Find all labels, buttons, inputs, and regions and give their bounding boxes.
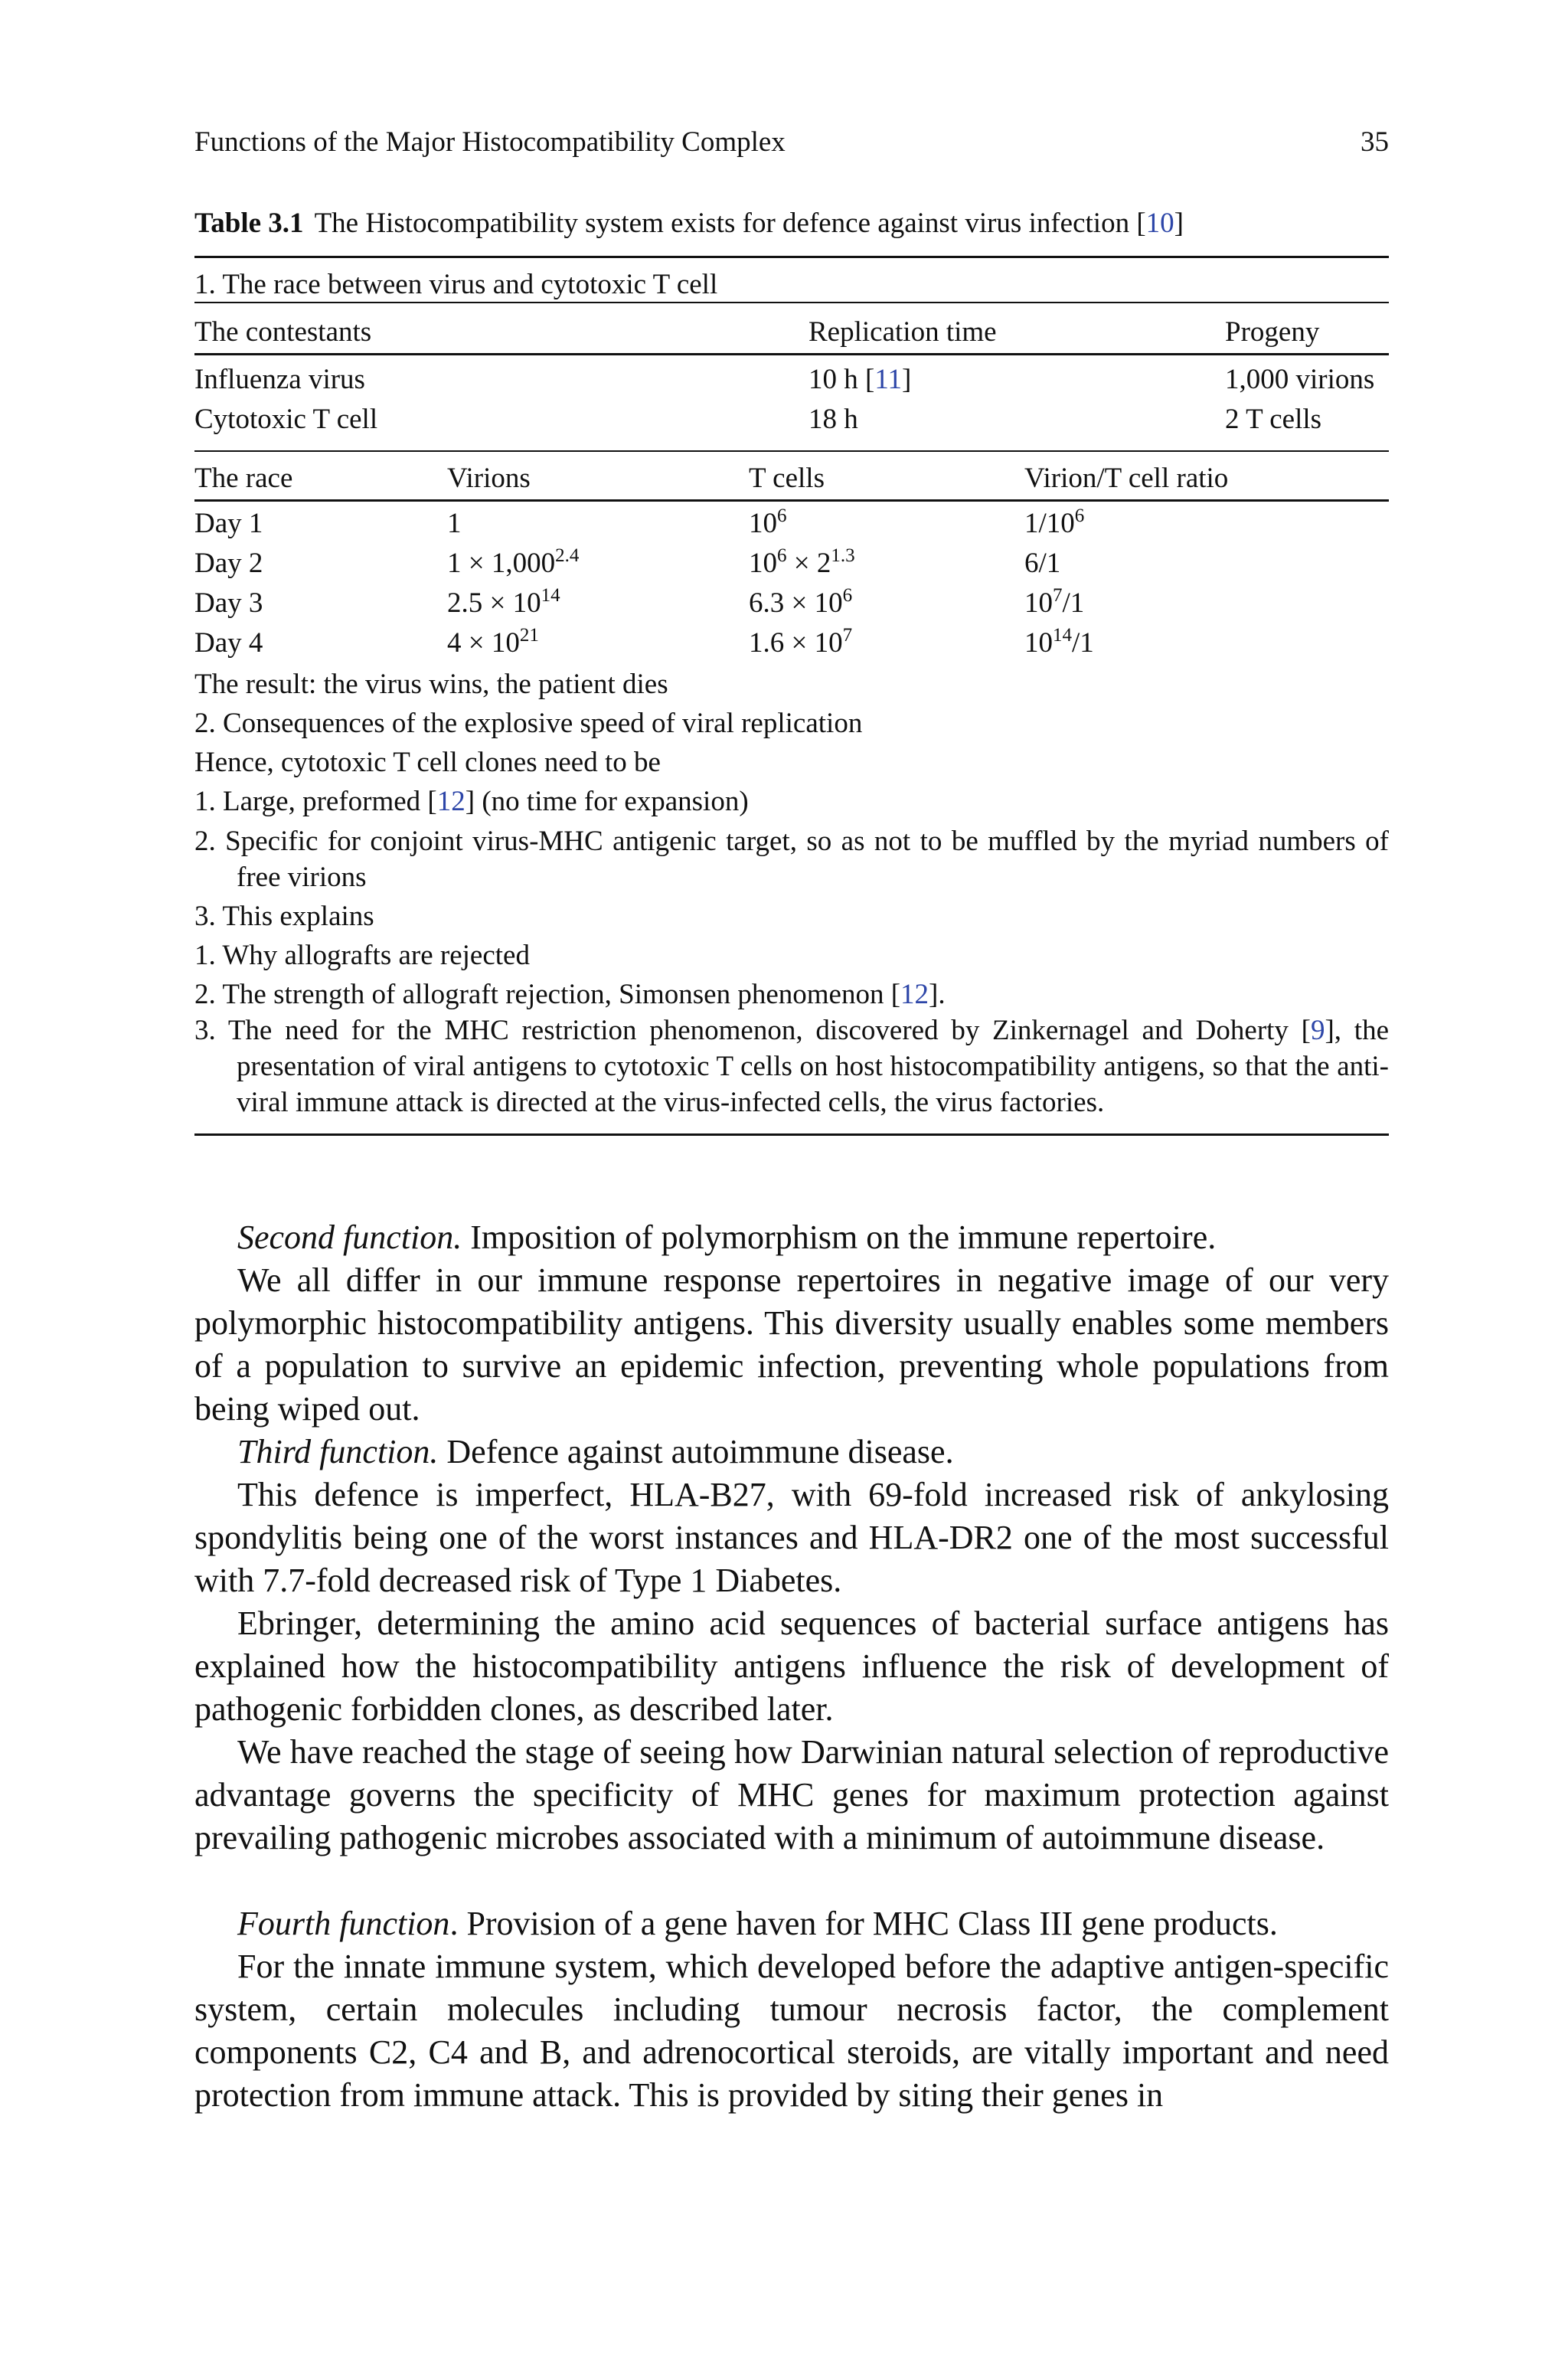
- tcells-value: [749, 626, 852, 659]
- citation-link[interactable]: 12: [900, 979, 929, 1010]
- ratio-end: /1: [1062, 587, 1085, 619]
- body-paragraph: We have reached the stage of seeing how Darwinian natural selection of reproductive advantage governs the specificity of MHC genes for maximum protection against prevailing pathogenic microbes associated with a minimum of autoimmune disease.: [194, 1733, 1389, 1856]
- function-heading: Third function.: [237, 1433, 439, 1470]
- table-caption-text: The Histocompatibility system exists for defence against virus infection [: [314, 208, 1146, 239]
- explain-3-end: ], the presentation of viral antigens to cytotoxic T cells on host histocompatibility antigens, so that the anti-viral immune attack is directed at the virus-infected cells, the virus factories.: [237, 1015, 1389, 1118]
- table-row: [194, 547, 1389, 587]
- col-header-race: The race: [194, 463, 293, 494]
- race-day: Day 4: [194, 627, 263, 659]
- body-paragraph: For the innate immune system, which developed before the adaptive antigen-specific system, certain molecules including tumour necrosis factor, the complement components C2, C4 and B, and adrenocortical steroids, are vitally important and need protection from immune attack. This is provided by siting their genes in: [194, 1948, 1389, 2114]
- rule-contestants: [194, 302, 1389, 303]
- clone-1-end: ] (no time for expansion): [465, 786, 749, 817]
- replication-time: 18 h: [808, 404, 858, 435]
- tcells-mid: × 2: [786, 548, 831, 579]
- tcells-value: [749, 547, 855, 580]
- citation-link[interactable]: 12: [436, 786, 466, 817]
- col-header-tcells: T cells: [749, 463, 825, 494]
- col-header-progeny: Progeny: [1225, 316, 1320, 348]
- hence-note: Hence, cytotoxic T cell clones need to be: [194, 747, 661, 778]
- ratio-exponent: 14: [1053, 625, 1072, 646]
- ratio-exponent: 6: [1074, 505, 1085, 526]
- section3-title: 3. This explains: [194, 901, 374, 932]
- rule-race-header: [194, 499, 1389, 502]
- function-description: . Provision of a gene haven for MHC Class III gene products.: [449, 1905, 1278, 1942]
- virions-base: 1: [447, 508, 462, 539]
- result-note: The result: the virus wins, the patient dies: [194, 669, 668, 700]
- citation-link[interactable]: 9: [1310, 1015, 1325, 1046]
- function-description: Imposition of polymorphism on the immune repertoire.: [462, 1218, 1217, 1256]
- rule-race: [194, 450, 1389, 452]
- replication-bracket: ]: [901, 364, 912, 395]
- virions-exponent: 14: [541, 585, 560, 606]
- table-row: [194, 363, 1389, 403]
- race-header-row: [194, 462, 1389, 502]
- race-day: Day 3: [194, 587, 263, 619]
- virions-value: [447, 587, 560, 620]
- rule-contestants-header: [194, 353, 1389, 355]
- explain-2-end: ].: [929, 979, 946, 1010]
- virions-base: 1 × 1,000: [447, 548, 556, 579]
- clone-item-1: [194, 783, 1389, 819]
- contestants-header-row: [194, 316, 1389, 355]
- citation-link[interactable]: 10: [1145, 208, 1174, 239]
- running-head: [194, 126, 1389, 159]
- ratio-base: 10: [1024, 627, 1053, 659]
- section2-title: 2. Consequences of the explosive speed of viral replication: [194, 708, 863, 739]
- body-paragraph: We all differ in our immune response repertoires in negative image of our very polymorphic histocompatibility antigens. This diversity usually enables some members of a population to survive an epidemic infection, preventing whole populations from being wiped out.: [194, 1261, 1389, 1428]
- ratio-base: 1/10: [1024, 508, 1075, 539]
- function-heading: Second function.: [237, 1218, 462, 1256]
- section1-title: 1. The race between virus and cytotoxic T cell: [194, 269, 718, 300]
- virions-base: 4 × 10: [447, 627, 520, 659]
- virions-value: [447, 507, 462, 540]
- ratio-value: [1024, 587, 1084, 620]
- clone-1-text: 1. Large, preformed [: [194, 786, 437, 817]
- tcells-value: [749, 587, 852, 620]
- contestant-name: Cytotoxic T cell: [194, 404, 378, 435]
- table-label: Table 3.1: [194, 208, 304, 239]
- col-header-ratio: Virion/T cell ratio: [1024, 463, 1229, 494]
- ratio-base: 10: [1024, 587, 1053, 619]
- running-title: Functions of the Major Histocompatibility Complex: [194, 126, 786, 158]
- tcells-value: [749, 507, 787, 540]
- table-bottom-rule: [194, 1133, 1389, 1136]
- ratio-value: [1024, 626, 1094, 659]
- tcells-exponent: 7: [842, 625, 853, 646]
- replication-value: 10 h [: [808, 364, 875, 395]
- virions-exponent: 21: [519, 625, 539, 646]
- table-top-rule: [194, 256, 1389, 258]
- table-row: [194, 403, 1389, 443]
- tcells-exponent: 6: [842, 585, 853, 606]
- caption-bracket: ]: [1174, 208, 1184, 239]
- progeny-value: 1,000 virions: [1225, 364, 1375, 395]
- race-day: Day 1: [194, 508, 263, 539]
- explain-3-text: 3. The need for the MHC restriction phenomenon, discovered by Zinkernagel and Doherty [: [194, 1015, 1311, 1046]
- tcells-base: 10: [749, 548, 777, 579]
- contestant-name: Influenza virus: [194, 364, 365, 395]
- tcells-exponent: 6: [777, 505, 787, 526]
- table-caption: [194, 207, 1389, 240]
- ratio-value: [1024, 507, 1084, 540]
- table-row: [194, 587, 1389, 626]
- tcells-base: 10: [749, 508, 777, 539]
- race-day: Day 2: [194, 548, 263, 579]
- tcells-exponent: 6: [777, 545, 787, 566]
- body-paragraph: [194, 1902, 1389, 1945]
- clone-item-2: 2. Specific for conjoint virus-MHC antigenic target, so as not to be muffled by the myriad numbers of free virions: [194, 826, 1389, 893]
- virions-base: 2.5 × 10: [447, 587, 541, 619]
- explain-item-2: [194, 976, 1389, 1012]
- table-row: [194, 507, 1389, 547]
- body-paragraph: [194, 1216, 1389, 1259]
- tcells-base: 6.3 × 10: [749, 587, 843, 619]
- col-header-replication: Replication time: [808, 316, 997, 348]
- body-paragraph: [194, 1431, 1389, 1474]
- tcells-base: 1.6 × 10: [749, 627, 843, 659]
- function-description: Defence against autoimmune disease.: [438, 1433, 954, 1470]
- explain-item-3: [194, 1012, 1389, 1120]
- virions-value: [447, 547, 579, 580]
- col-header-contestants: The contestants: [194, 316, 372, 348]
- col-header-virions: Virions: [447, 463, 531, 494]
- ratio-value: [1024, 547, 1060, 580]
- page-number: 35: [1361, 126, 1389, 158]
- explain-2-text: 2. The strength of allograft rejection, Simonsen phenomenon [: [194, 979, 901, 1010]
- tcells-exponent-2: 1.3: [831, 545, 855, 566]
- citation-link[interactable]: 11: [874, 364, 902, 395]
- function-heading: Fourth function: [237, 1905, 450, 1942]
- progeny-value: 2 T cells: [1225, 404, 1322, 435]
- explain-item-1: 1. Why allografts are rejected: [194, 940, 530, 971]
- virions-value: [447, 626, 539, 659]
- virions-exponent: 2.4: [555, 545, 580, 566]
- ratio-exponent: 7: [1053, 585, 1063, 606]
- ratio-end: /1: [1072, 627, 1094, 659]
- body-paragraph: This defence is imperfect, HLA-B27, with 69-fold increased risk of ankylosing spondylitis being one of the worst instances and HLA-DR2 one of the most successful with 7.7-fold decreased risk of Type 1 Diabetes.: [194, 1476, 1389, 1599]
- ratio-base: 6/1: [1024, 548, 1061, 579]
- replication-time: [808, 363, 911, 396]
- table-row: [194, 626, 1389, 666]
- body-paragraph: Ebringer, determining the amino acid sequences of bacterial surface antigens has explained how the histocompatibility antigens influence the risk of development of pathogenic forbidden clones, as described later.: [194, 1604, 1389, 1728]
